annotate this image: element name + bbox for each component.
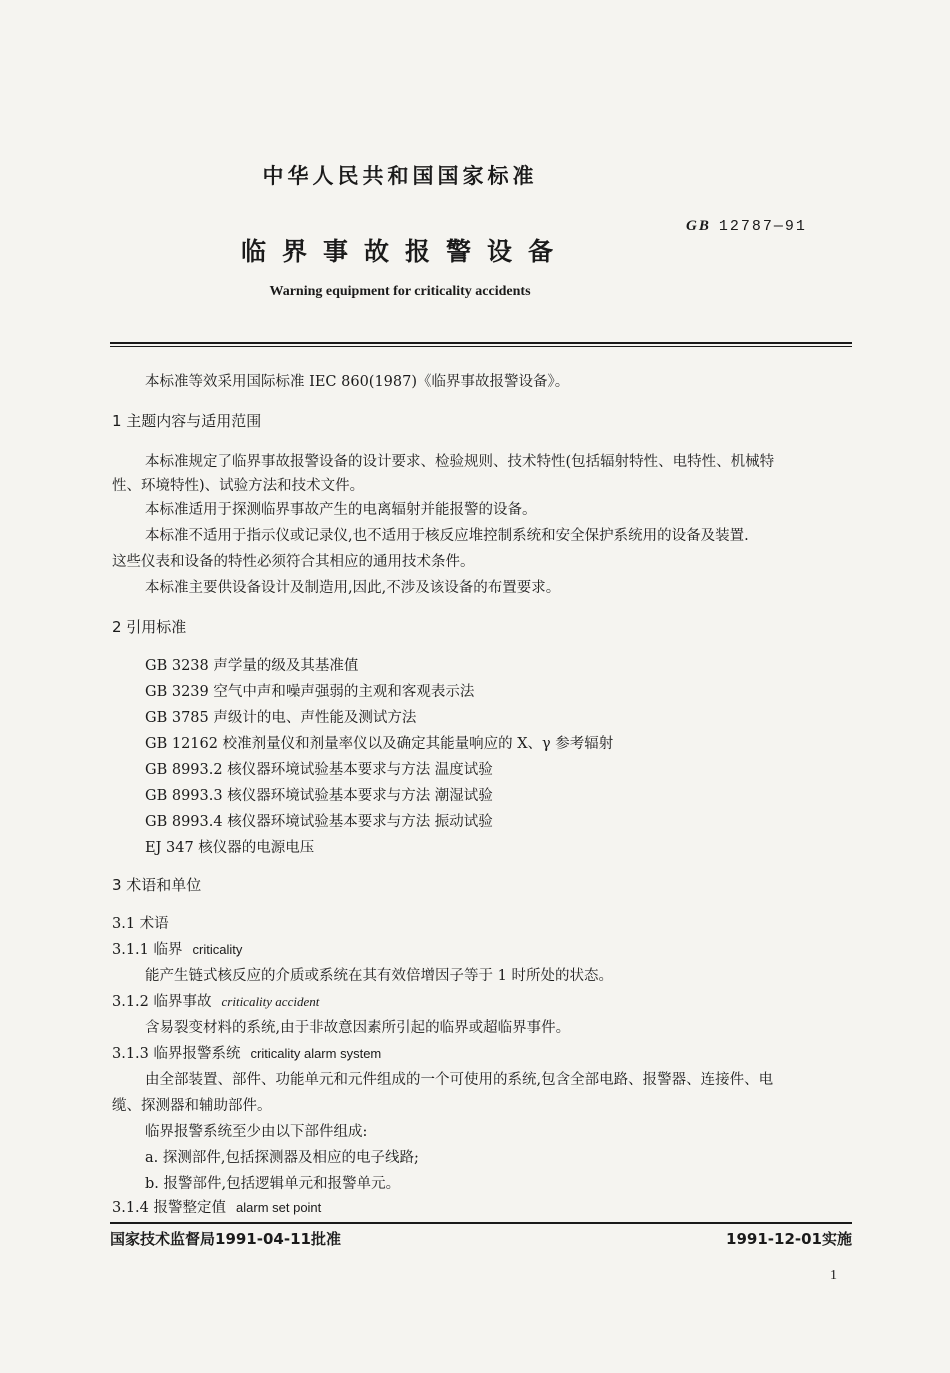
- ref-item: GB 3238 声学量的级及其基准值: [145, 658, 359, 674]
- implementation-date: 1991-12-01实施: [726, 1230, 852, 1248]
- document-title-cn: 临界事故报警设备: [240, 237, 569, 266]
- section-1-heading: 1 主题内容与适用范围: [112, 412, 262, 430]
- section-1-p2: 本标准适用于探测临界事故产生的电离辐射并能报警的设备。: [145, 502, 537, 518]
- section-3-1-3-line2: 缆、探测器和辅助部件。: [112, 1098, 272, 1114]
- ref-item: GB 12162 校准剂量仪和剂量率仪以及确定其能量响应的 X、γ 参考辐射: [145, 736, 614, 752]
- section-3-1-2-text: 含易裂变材料的系统,由于非故意因素所引起的临界或超临界事件。: [145, 1020, 571, 1036]
- section-1-p4: 本标准主要供设备设计及制造用,因此,不涉及该设备的布置要求。: [145, 580, 561, 596]
- section-3-1-3: [112, 1042, 381, 1063]
- term-en: criticality accident: [221, 994, 320, 1009]
- ref-item: GB 8993.2 核仪器环境试验基本要求与方法 温度试验: [145, 762, 493, 778]
- section-3-1-2: [112, 990, 319, 1011]
- section-3-1-3-item-b: b. 报警部件,包括逻辑单元和报警单元。: [145, 1176, 401, 1192]
- term-label: 3.1.3 临界报警系统: [112, 1046, 241, 1062]
- section-3-1: 3.1 术语: [112, 916, 169, 932]
- section-1-p1-line2: 性、环境特性)、试验方法和技术文件。: [112, 478, 365, 494]
- section-3-1-4: [112, 1196, 321, 1217]
- standard-type: 中华人民共和国国家标准: [262, 164, 538, 188]
- term-en: criticality alarm system: [250, 1046, 382, 1061]
- document-title-en: Warning equipment for criticality accidents: [269, 284, 531, 299]
- ref-item: GB 8993.4 核仪器环境试验基本要求与方法 振动试验: [145, 814, 493, 830]
- approval-note: 国家技术监督局1991-04-11批准: [110, 1230, 341, 1248]
- term-en: alarm set point: [236, 1200, 322, 1215]
- ref-item: GB 3785 声级计的电、声性能及测试方法: [145, 710, 417, 726]
- term-label: 3.1.1 临界: [112, 942, 183, 958]
- code-number: 12787—91: [718, 218, 807, 235]
- code-prefix: GB: [686, 218, 711, 234]
- standard-code: [686, 218, 807, 235]
- intro-paragraph: 本标准等效采用国际标准 IEC 860(1987)《临界事故报警设备》。: [145, 374, 570, 390]
- page-number: 1: [830, 1268, 837, 1283]
- section-3-1-1-text: 能产生链式核反应的介质或系统在其有效倍增因子等于 1 时所处的状态。: [145, 968, 613, 984]
- section-3-1-3-line3: 临界报警系统至少由以下部件组成:: [145, 1124, 368, 1140]
- section-3-1-1: [112, 938, 242, 959]
- ref-item: GB 3239 空气中声和噪声强弱的主观和客观表示法: [145, 684, 475, 700]
- ref-item: EJ 347 核仪器的电源电压: [145, 840, 315, 856]
- section-1-p3-line1: 本标准不适用于指示仪或记录仪,也不适用于核反应堆控制系统和安全保护系统用的设备及装置.: [145, 528, 749, 544]
- header-rule-thin: [110, 346, 852, 347]
- section-2-heading: 2 引用标准: [112, 618, 187, 636]
- header-rule-thick: [110, 342, 852, 344]
- section-3-heading: 3 术语和单位: [112, 876, 202, 894]
- section-1-p3-line2: 这些仪表和设备的特性必须符合其相应的通用技术条件。: [112, 554, 475, 570]
- ref-item: GB 8993.3 核仪器环境试验基本要求与方法 潮湿试验: [145, 788, 493, 804]
- term-en: criticality: [192, 942, 243, 957]
- section-3-1-3-item-a: a. 探测部件,包括探测器及相应的电子线路;: [145, 1150, 419, 1166]
- term-label: 3.1.2 临界事故: [112, 994, 212, 1010]
- section-1-p1-line1: 本标准规定了临界事故报警设备的设计要求、检验规则、技术特性(包括辐射特性、电特性、机械特: [145, 454, 775, 470]
- section-3-1-3-line1: 由全部装置、部件、功能单元和元件组成的一个可使用的系统,包含全部电路、报警器、连接件、电: [145, 1072, 774, 1088]
- term-label: 3.1.4 报警整定值: [112, 1200, 227, 1216]
- footer-rule: [110, 1222, 852, 1224]
